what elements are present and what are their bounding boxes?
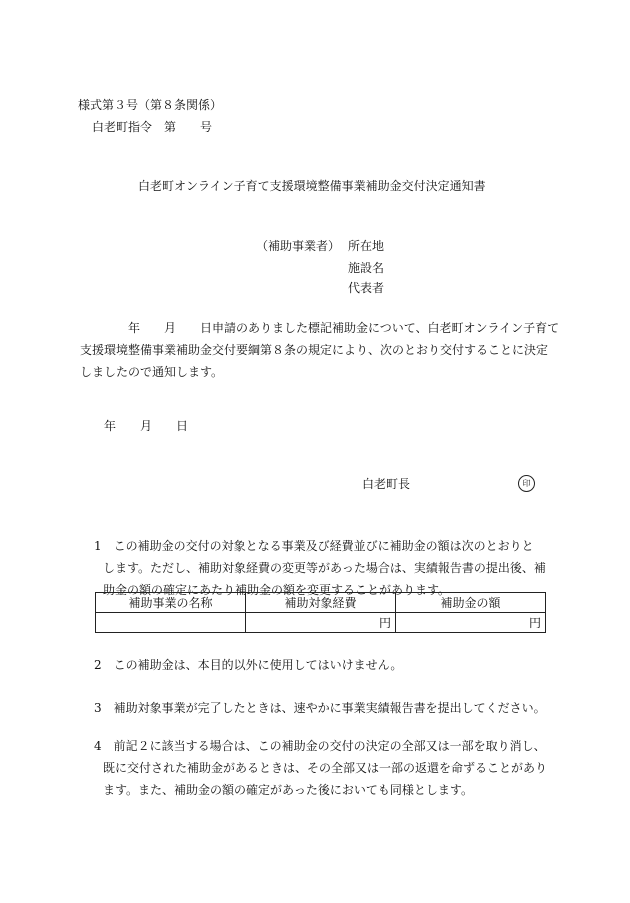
- item-1-text: この補助金の交付の対象となる事業及び経費並びに補助金の額は次のとおりと: [113, 539, 534, 553]
- item-number: 2: [94, 658, 102, 672]
- table-cell: 円: [396, 613, 546, 633]
- table-header-row: [96, 593, 546, 613]
- item-number: 4: [94, 739, 102, 753]
- item-1-line: 助金の額の確定にあたり補助金の額を変更することがあります。: [103, 583, 451, 597]
- table-cell: [96, 613, 246, 633]
- grant-table: [95, 592, 546, 633]
- reference-number: 白老町指令 第 号: [92, 120, 213, 134]
- item-4-line: ます。また、補助金の額の確定があった後においても同様とします。: [103, 783, 473, 797]
- recipient-label: （補助事業者）: [256, 239, 341, 253]
- issuer-title: 白老町長: [362, 477, 411, 491]
- table-header: 補助事業の名称: [96, 593, 246, 613]
- item-3: [94, 700, 546, 716]
- item-4: [94, 735, 547, 801]
- notice-body-line: 支援環境整備事業補助金交付要綱第８条の規定により、次のとおり交付することに決定: [80, 343, 549, 357]
- table-row: [96, 613, 546, 633]
- representative-label: 代表者: [348, 281, 385, 295]
- item-3-text: 補助対象事業が完了したときは、速やかに事業実績報告書を提出してください。: [113, 701, 546, 715]
- item-2-text: この補助金は、本目的以外に使用してはいけません。: [113, 658, 403, 672]
- item-1-line: [94, 535, 546, 557]
- address-label: 所在地: [348, 239, 385, 253]
- seal-mark: 印: [518, 475, 535, 492]
- table-cell: 円: [246, 613, 396, 633]
- table-header: 補助金の額: [396, 593, 546, 613]
- item-1-line: します。ただし、補助対象経費の変更等があった場合は、実績報告書の提出後、補: [103, 561, 546, 575]
- document-title: 白老町オンライン子育て支援環境整備事業補助金交付決定通知書: [138, 179, 486, 193]
- form-number: 様式第３号（第８条関係）: [78, 98, 223, 112]
- item-4-text: 前記２に該当する場合は、この補助金の交付の決定の全部又は一部を取り消し、: [113, 739, 546, 753]
- notice-body-line: しましたので通知します。: [80, 365, 224, 379]
- item-4-line: 既に交付された補助金があるときは、その全部又は一部の返還を命ずることがあり: [103, 761, 548, 775]
- item-4-line: [94, 735, 547, 757]
- issue-date: 年 月 日: [104, 419, 189, 433]
- notice-body: [80, 317, 559, 383]
- notice-body-line: 年 月 日申請のありました標記補助金について、白老町オンライン子育て: [104, 321, 560, 335]
- table-header: 補助対象経費: [246, 593, 396, 613]
- facility-label: 施設名: [348, 261, 385, 275]
- item-number: 3: [94, 701, 102, 715]
- item-2: [94, 657, 402, 673]
- item-number: 1: [94, 539, 102, 553]
